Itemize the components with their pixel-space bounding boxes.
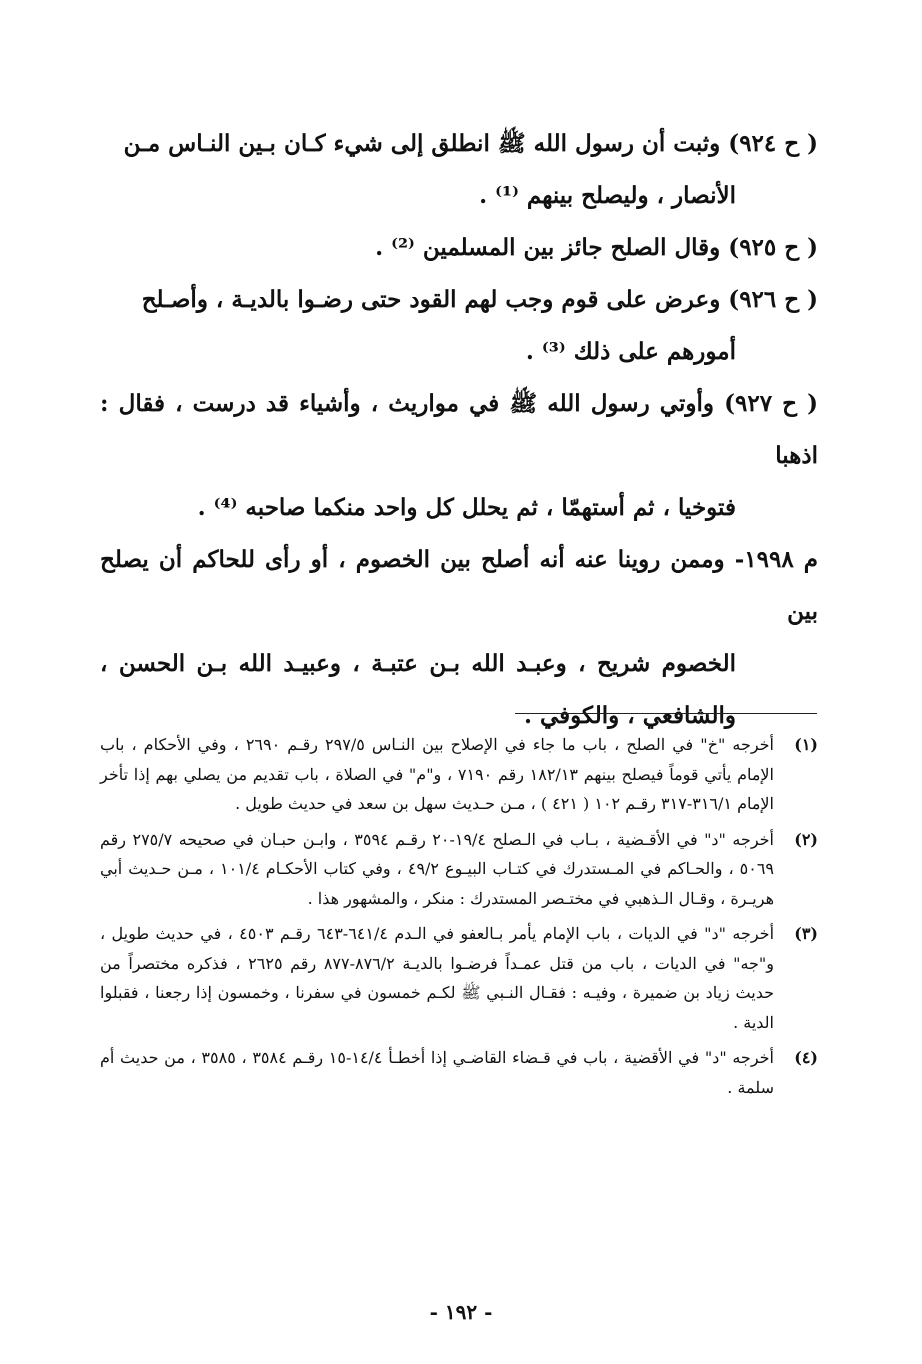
footnote-number: (٤): [794, 1048, 818, 1067]
footnote-text: أخرجه "د" في الأقـضية ، بـاب في الـصلح ١٩/٤-٢٠ رقـم ٣٥٩٤ ، وابـن حبـان في صحيحه ٢٧٥/٧ رقم ٥٠٦٩ ، والحـاكم في المـستدرك في كتـاب البيـوع ٤٩/٢ ، وفي كتاب الأحكـام ١٠١/٤ ، مـن حـديث أبي هريـرة ، وقـال الـذهبي في مختـصر المستدرك : منكر ، والمشهور هذا .: [100, 829, 775, 908]
footnote-2: [100, 825, 818, 914]
entry-first-line: ( ح ٩٢٥) وقال الصلح جائز بين المسلمين ⁽²⁾ .: [375, 234, 818, 261]
main-text: [100, 118, 818, 742]
footnote-text: أخرجه "د" في الأقضية ، باب في قـضاء القاضـي إذا أخطـأ ١٤/٤-١٥ رقـم ٣٥٨٤ ، ٣٥٨٥ ، من حديث أم سلمة .: [100, 1048, 774, 1097]
footnote-1: [100, 730, 818, 819]
entry-first-line: ( ح ٩٢٤) وثبت أن رسول الله ﷺ انطلق إلى شيء كـان بـين النـاس مـن: [123, 130, 818, 157]
entry-continuation: الأنصار ، وليصلح بينهم ⁽¹⁾ .: [479, 182, 736, 209]
hadith-924: [100, 118, 818, 222]
footnote-separator: [515, 713, 817, 714]
hadith-926: [100, 274, 818, 378]
hadith-927: [100, 378, 818, 534]
entry-first-line: ( ح ٩٢٧) وأوتي رسول الله ﷺ في مواريث ، وأشياء قد درست ، فقال : اذهبا: [100, 390, 819, 469]
entry-first-line: م ١٩٩٨- وممن روينا عنه أنه أصلح بين الخصوم ، أو رأى للحاكم أن يصلح بين: [100, 546, 819, 625]
footnote-3: [100, 919, 818, 1037]
entry-continuation: الخصوم شريح ، وعبـد الله بـن عتبـة ، وعبيـد الله بـن الحسن ، والشافعي ، والكوفي .: [100, 650, 736, 729]
footnote-number: (١): [794, 735, 818, 754]
footnote-text: أخرجه "د" في الديات ، باب الإمام يأمر بـالعفو في الـدم ٦٤١/٤-٦٤٣ رقـم ٤٥٠٣ ، في حديث طويل ، و"جه" في الديات ، باب من قتل عمـداً فرضـوا بالديـة ٨٧٦/٢-٨٧٧ رقم ٢٦٢٥ ، فذكره مختصراً من حديث زياد بن ضميرة ، وفيـه : فقـال النـبي ﷺ لكـم خمسون في سفرنا ، وخمسون إذا رجعنا ، فقبلوا الدية .: [100, 924, 775, 1032]
footnote-text: أخرجه "خ" في الصلح ، باب ما جاء في الإصلاح بين النـاس ٢٩٧/٥ رقـم ٢٦٩٠ ، وفي الأحكام ، باب الإمام يأتي قوماً فيصلح بينهم ١٨٢/١٣ رقم ٧١٩٠ ، و"م" في الصلاة ، باب تقديم من يصلي بهم إذا تأخر الإمام ٣١٦/١-٣١٧ رقـم ١٠٢ ( ٤٢١ ) ، مـن حـديث سهل بن سعد في حديث طويل .: [100, 735, 775, 813]
footnote-number: (٣): [794, 924, 818, 943]
entry-first-line: ( ح ٩٢٦) وعرض على قوم وجب لهم القود حتى رضـوا بالديـة ، وأصـلح: [141, 286, 818, 313]
issue-1998: [100, 534, 818, 742]
footnotes: [100, 730, 818, 1108]
footnote-number: (٢): [794, 829, 818, 849]
hadith-925: [100, 222, 818, 274]
entry-continuation: أمورهم على ذلك ⁽³⁾ .: [525, 338, 736, 365]
entry-continuation: فتوخيا ، ثم أستهمّا ، ثم يحلل كل واحد منكما صاحبه ⁽⁴⁾ .: [197, 494, 736, 521]
page-number: - ١٩٢ -: [429, 1300, 493, 1324]
footnote-4: [100, 1043, 818, 1102]
